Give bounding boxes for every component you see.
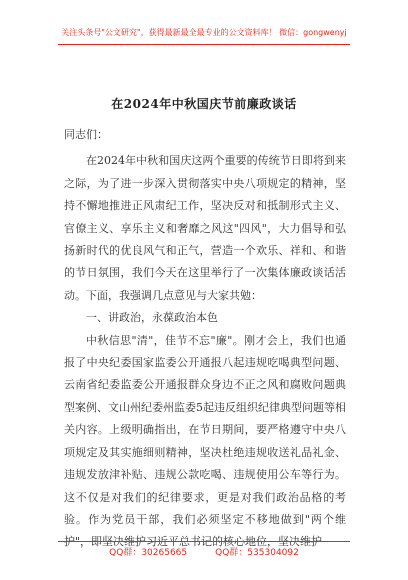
footer (0, 545, 408, 558)
footer-divider (58, 541, 350, 542)
salutation: 同志们： (64, 128, 108, 141)
paragraph-section-1: 中秋信思"清"，佳节不忘"廉"。刚才会上，我们也通报了中央纪委国家监委公开通报八起违规吃喝典型问题、云南省纪委监委公开通报群众身边不正之风和腐败问题典型案例、文山州纪委州监委5起违反组织纪律典型问题等相关内容。上级明确指出，在节日期间，要严格遵守中央八项规定及其实施细则精神，坚决杜绝违规收送礼品礼金、违规发放津补贴、违规公款吃喝、违规使用公车等行为。这不仅是对我们的纪律要求，更是对我们政治品格的考验。作为党员干部，我们必须坚定不移地做到"两个维护"，即坚决维护习近平总书记的核心地位，坚决维护 (64, 333, 346, 549)
document-title: 在2024年中秋国庆节前廉政谈话 (111, 97, 297, 111)
footer-qq-group-1: QQ群：30265665 (109, 548, 188, 558)
document-body (64, 124, 346, 554)
header-banner: 关注头条号"公文研究"，获得最新最全最专业的公文资料库！ 微信：gongwenyj (61, 28, 347, 37)
section-heading-1: 一、讲政治，永葆政治本色 (86, 311, 218, 325)
paragraph-intro: 在2024年中秋和国庆这两个重要的传统节日即将到来之际，为了进一步深入贯彻落实中央八项规定的精神，坚持不懈地推进正风肃纪工作，坚决反对和抵制形式主义、官僚主义、享乐主义和奢靡之风这"四风"，大力倡导和弘扬新时代的优良风气和正气，营造一个欢乐、祥和、和谐的节日氛围，我们今天在这里举行了一次集体廉政谈话活动。下面，我强调几点意见与大家共勉： (64, 154, 346, 302)
header-divider (58, 44, 350, 45)
footer-qq-group-2: QQ群：535304092 (215, 548, 299, 558)
